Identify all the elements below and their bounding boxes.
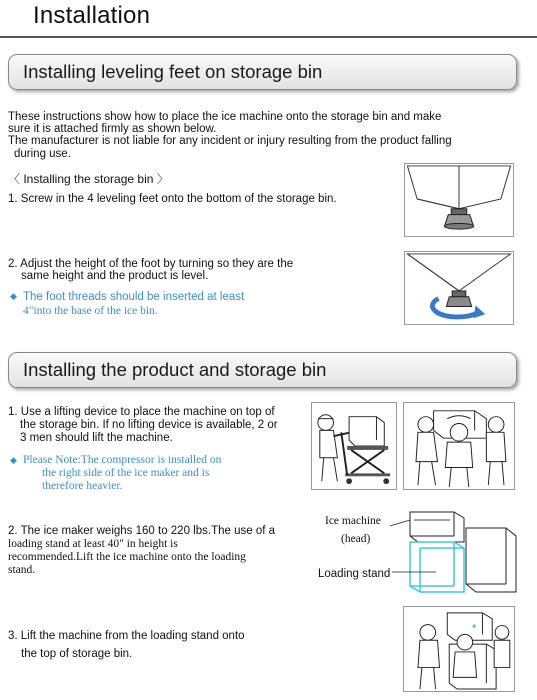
title-divider bbox=[0, 36, 537, 38]
note-text: Please Note:The compressor is installed on bbox=[23, 454, 222, 466]
step-text: 2. Adjust the height of the foot by turning so they are the bbox=[8, 258, 294, 270]
page-title: Installation bbox=[33, 2, 151, 29]
intro-line: during use. bbox=[14, 148, 71, 160]
note-text: The foot threads should be inserted at least bbox=[23, 291, 245, 303]
step-text: 3 men should lift the machine. bbox=[20, 432, 173, 444]
figure-men-lifting bbox=[403, 402, 515, 490]
step-text: the storage bin. If no lifting device is available, 2 or bbox=[20, 419, 278, 431]
section-heading: Installing the product and storage bin bbox=[23, 359, 327, 380]
diamond-icon: ◆ bbox=[10, 291, 17, 301]
intro-line: sure it is attached firmly as shown below. bbox=[8, 123, 217, 135]
figure-lifting-device bbox=[311, 402, 397, 490]
step-text: 1. Use a lifting device to place the machine on top of bbox=[8, 406, 275, 418]
note-text: therefore heavier. bbox=[42, 480, 123, 492]
subheading-storage-bin: 〈 Installing the storage bin 〉 bbox=[8, 172, 169, 186]
step-text: loading stand at least 40" in height is bbox=[8, 538, 178, 550]
intro-line: These instructions show how to place the ice machine onto the storage bin and make bbox=[8, 111, 442, 123]
figure-lift-onto-bin bbox=[403, 606, 515, 692]
section-heading: Installing leveling feet on storage bin bbox=[23, 61, 323, 82]
intro-line: The manufacturer is not liable for any incident or injury resulting from the product falling bbox=[8, 135, 452, 147]
label-loading-stand: Loading stand bbox=[318, 568, 391, 580]
step-text: recommended.Lift the ice machine onto the loading bbox=[8, 551, 246, 563]
diamond-icon: ◆ bbox=[10, 455, 17, 465]
note-text: 4"into the base of the ice bin. bbox=[23, 305, 158, 317]
step-text: 2. The ice maker weighs 160 to 220 lbs.The use of a bbox=[8, 525, 275, 537]
note-text: the right side of the ice maker and is bbox=[42, 467, 210, 479]
step-text: 1. Screw in the 4 leveling feet onto the bottom of the storage bin. bbox=[8, 193, 337, 205]
step-text: same height and the product is level. bbox=[21, 270, 209, 282]
section-banner-product-storage-bin bbox=[8, 352, 517, 388]
step-text: 3. Lift the machine from the loading stand onto bbox=[8, 630, 245, 642]
figure-leveling-foot bbox=[404, 163, 514, 237]
label-ice-machine-head: (head) bbox=[341, 533, 371, 545]
step-text: the top of storage bin. bbox=[21, 648, 133, 660]
section-banner-leveling-feet bbox=[8, 54, 517, 90]
figure-adjust-foot bbox=[404, 251, 514, 325]
step-text: stand. bbox=[8, 564, 36, 576]
label-ice-machine: Ice machine bbox=[325, 515, 381, 527]
